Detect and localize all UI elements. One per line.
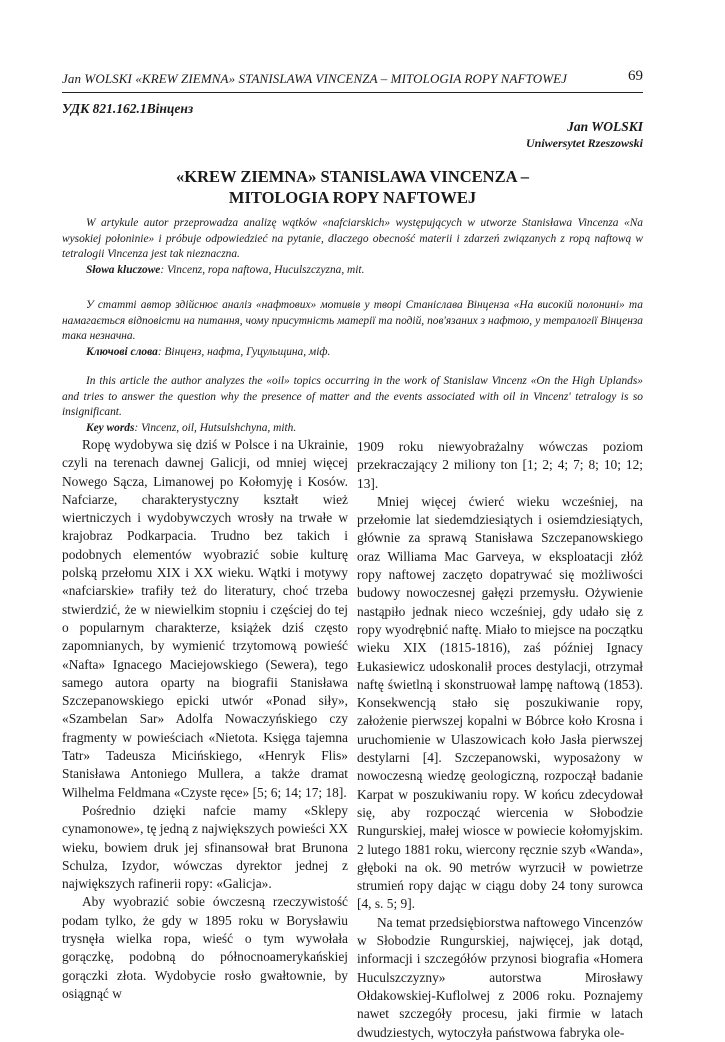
author-name: Jan WOLSKI xyxy=(567,119,643,134)
body-paragraph: Pośrednio dzięki nafcie mamy «Sklepy cynamonowe», tę jedną z największych powieści XX wieku, bowiem druk jej sfinansował brat Brunona Schulza, Izydor, wówczas dyrektor jednej z największych rafinerii ropy: «Galicja». xyxy=(62,802,348,892)
keywords-english-values: : Vincenz, oil, Hutsulshchyna, mith. xyxy=(134,421,297,434)
abstract-polish xyxy=(62,216,643,278)
body-paragraph: 1909 roku niewyobrażalny wówczas poziom przekraczający 2 miliony ton [1; 2; 4; 7; 8; 10; 12; 13]. xyxy=(357,439,643,491)
running-head xyxy=(62,71,643,87)
keywords-english-label: Key words xyxy=(86,421,135,434)
keywords-polish-values: : Vincenz, ropa naftowa, Huculszczyzna, mit. xyxy=(160,263,365,276)
body-paragraph: Aby wyobrazić sobie ówczesną rzeczywistość podam tylko, że gdy w 1895 roku w Borysławiu trysnęła wielka ropa, wieść o tym wywołała gorączkę, podobną do północnoamerykańskiej gorączki złota. Wydobycie rosło gwałtownie, by osiągnąć w xyxy=(62,894,348,1001)
abstract-english-text: In this article the author analyzes the «oil» topics occurring in the work of Stanislaw Vincenz «On the High Uplands» and tries to answer the question why the presence of matter and the events associated with oil in Vincenz' tetralogy is so insignificant. xyxy=(62,375,643,419)
title-line-2: MITOLOGIA ROPY NAFTOWEJ xyxy=(228,188,477,207)
body-paragraph: Ropę wydobywa się dziś w Polsce i na Ukrainie, czyli na terenach dawnej Galicji, od mniej więcej Nowego Sącza, Limanowej po Kołomyję i Kosów. Nafciarze, charakterystyczny kształt wież wiertniczych i wydobywczych wrosły na trwałe w krajobraz Podkarpacia. Trudno bez takich i podobnych elementów wyobrazić sobie kulturę polską przełomu XIX i XX wieku. Wątki i motywy «nafciarskie» trafiły też do literatury, choć trzeba stwierdzić, że w niewielkim stopniu i częściej do tej o popularnym charakterze, książek dziś często zapomnianych, by wymienić trzytomową powieść «Nafta» Ignacego Maciejowskiego (Sewera), tego samego autora oparty na biografii Stanisława Szczepanowskiego epicki utwór «Ponad siły», «Szambelan Sar» Adolfa Nowaczyńskiego czy fragmenty w powieściach «Nietota. Księga tajemna Tatr» Tadeusza Micińskiego, «Henryk Flis» Stanisława Antoniego Mullera, a także dramat Wilhelma Feldmana «Czyste ręce» [5; 6; 14; 17; 18]. xyxy=(62,437,348,800)
author-affiliation: Uniwersytet Rzeszowski xyxy=(525,136,643,150)
title-line-1: «KREW ZIEMNA» STANISLAWA VINCENZA – xyxy=(175,167,529,186)
keywords-english xyxy=(62,421,643,437)
page-number: 69 xyxy=(628,68,643,84)
abstract-polish-text: W artykule autor przeprowadza analizę wątków «nafciarskich» występujących w utworze Stanisława Vincenza «Na wysokiej połoninie» i próbuje odpowiedzieć na pytanie, dlaczego obecność materii i zdarzeń związanych z ropą naftową w tetralogii Vincenza jest tak nieznaczna. xyxy=(62,217,643,261)
body-paragraph: Mniej więcej ćwierć wieku wcześniej, na przełomie lat siedemdziesiątych i osiemdziesiątych, głównie za sprawą Stanisława Szczepanowskiego oraz Williama Mac Garveya, w eksploatacji złóż ropy naftowej zaczęto dopatrywać się możliwości budowy nowoczesnej gałęzi przemysłu. Ożywienie nastąpiło jednak nieco wcześniej, gdy udało się z ropy wyodrębnić naftę. Miało to miejsce na początku wieku XIX (1815-1816), zaś później Ignacy Łukasiewicz udoskonalił proces destylacji, otrzymał naftę świetlną i skonstruował lampę naftową (1853). Konsekwencją stało się poszukiwanie ropy, założenie pierwszej kopalni w Bóbrce koło Krosna i uruchomienie w Ulaszowicach koło Jasła pierwszej destylarni [4]. Szczepanowski, wyposażony w nowoczesną wiedzę geologiczną, rozpoczął badanie Karpat w poszukiwaniu ropy. W końcu zdecydował się, aby rozpocząć wiercenia w Słobodzie Rungurskiej, małej wiosce w powiecie kołomyjskim. 2 lutego 1881 roku, wiercony ręcznie szyb «Wanda», głęboki na ok. 90 metrów wyrzucił w powietrze strumień ropy dając w ciągu doby 24 tony surowca [4, s. 5; 9]. xyxy=(357,493,643,912)
abstract-ukrainian-text: У статті автор здійснює аналіз «нафтових» мотивів у творі Станіслава Вінценза «На високій полонині» та намагається відповісти на питання, чому присутність матерії та подій, пов'язаних з нафтою, у тетралогії Вінценза така незначна. xyxy=(62,299,643,343)
keywords-ukrainian-values: : Вінценз, нафта, Гуцульщина, міф. xyxy=(157,345,331,358)
body-column-left xyxy=(62,436,348,1003)
author-block xyxy=(526,119,643,151)
body-column-right xyxy=(357,438,643,1042)
article-title xyxy=(62,166,643,208)
udk-code: УДК 821.162.1Вінценз xyxy=(62,101,194,116)
keywords-ukrainian xyxy=(62,345,643,361)
keywords-polish-label: Słowa kluczowe xyxy=(86,263,161,276)
keywords-ukrainian-label: Ключові слова xyxy=(86,345,158,358)
keywords-polish xyxy=(62,263,643,279)
header-rule xyxy=(62,92,643,93)
body-paragraph: Na temat przedsiębiorstwa naftowego Vincenzów w Słobodzie Rungurskiej, najwięcej, jak dotąd, informacji i szczegółów przynosi biografia «Homera Huculszczyzny» autorstwa Mirosławy Ołdakowskiej-Kuflolwej z 2006 roku. Poznajemy nawet szczegóły procesu, jaki firmie w latach dwudziestych, wytoczyła państwowa fabryka ole- xyxy=(357,914,643,1040)
abstract-ukrainian xyxy=(62,298,643,360)
abstract-english xyxy=(62,374,643,436)
running-title: Jan WOLSKI «KREW ZIEMNA» STANISLAWA VINCENZA – MITOLOGIA ROPY NAFTOWEJ xyxy=(62,71,568,86)
